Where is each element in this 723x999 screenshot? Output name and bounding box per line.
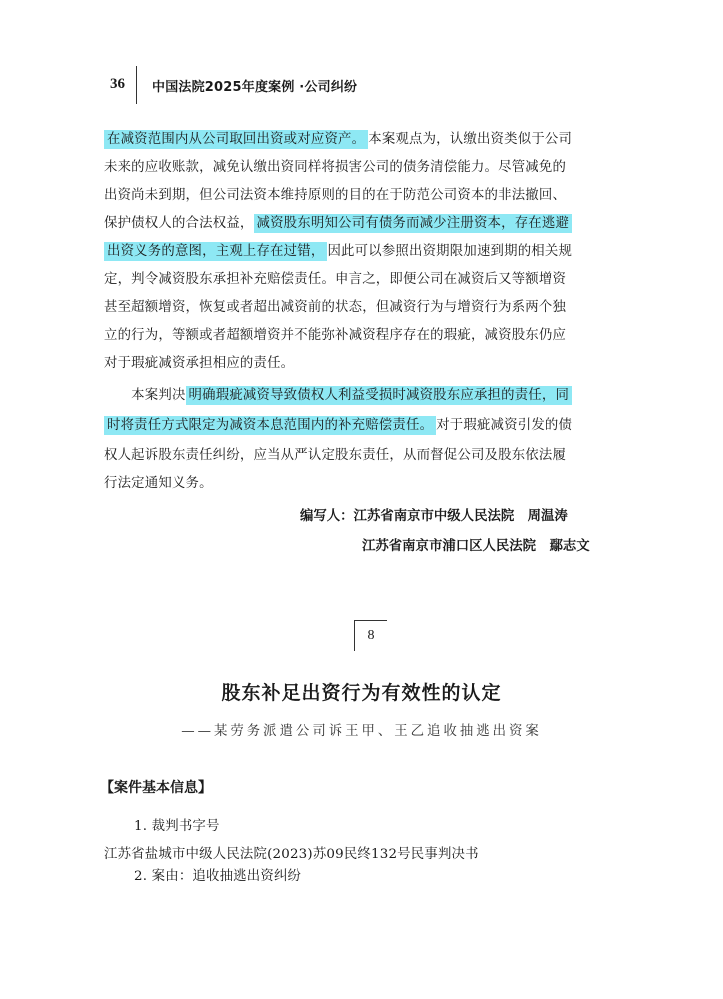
body-line-9 <box>104 352 644 376</box>
line-text: 本案判决 <box>104 388 186 403</box>
line-text: 本案观点为，认缴出资类似于公司 <box>368 132 573 147</box>
line-text: 甚至超额增资，恢复或者超出减资前的状态，但减资行为与增资行为系两个独 <box>104 300 567 315</box>
author-line-2: 江苏省南京市浦口区人民法院 鄢志文 <box>362 539 590 554</box>
header-divider <box>136 66 137 104</box>
running-header-title: 中国法院2025年度案例 ·公司纠纷 <box>152 80 358 95</box>
line-text: 保护债权人的合法权益， <box>104 216 254 231</box>
body-line-8 <box>104 324 644 348</box>
line-text: 未来的应收账款，减免认缴出资同样将损害公司的债务清偿能力。尽管减免的 <box>104 160 567 175</box>
line-text: 对于瑕疵减资引发的债 <box>436 418 573 433</box>
body-line-4 <box>104 212 644 236</box>
body-line-1 <box>104 128 644 152</box>
line-text: 对于瑕疵减资承担相应的责任。 <box>104 356 295 371</box>
body-line-5 <box>104 240 644 264</box>
highlight: 减资股东明知公司有债务而减少注册资本，存在逃避 <box>254 214 573 233</box>
body-line-7 <box>104 296 644 320</box>
highlight: 出资义务的意图，主观上存在过错， <box>104 242 327 261</box>
section-heading: 【案件基本信息】 <box>100 780 212 796</box>
line-text: 权人起诉股东责任纠纷，应当从严认定股东责任，从而督促公司及股东依法履 <box>104 448 567 463</box>
info-item-1-label: 1. 裁判书字号 <box>134 819 220 834</box>
info-item-1-value: 江苏省盐城市中级人民法院(2023)苏09民终132号民事判决书 <box>104 847 479 862</box>
body-line-11 <box>104 414 644 438</box>
line-text: 出资尚未到期，但公司法资本维持原则的目的在于防范公司资本的非法撤回、 <box>104 188 567 203</box>
line-text: 行法定通知义务。 <box>104 476 213 491</box>
page-number: 36 <box>110 76 125 92</box>
highlight: 明确瑕疵减资导致债权人利益受损时减资股东应承担的责任，同 <box>186 386 573 405</box>
case-title: 股东补足出资行为有效性的认定 <box>221 682 502 704</box>
case-number: 8 <box>354 620 387 651</box>
body-line-6 <box>104 268 644 292</box>
body-line-12 <box>104 444 644 468</box>
info-item-2: 2. 案由：追收抽逃出资纠纷 <box>134 869 302 884</box>
body-line-2 <box>104 156 644 180</box>
line-text: 因此可以参照出资期限加速到期的相关规 <box>327 244 573 259</box>
line-text: 定，判令减资股东承担补充赔偿责任。申言之，即便公司在减资后又等额增资 <box>104 272 567 287</box>
author-line-1: 编写人：江苏省南京市中级人民法院 周温涛 <box>300 509 568 524</box>
highlight: 在减资范围内从公司取回出资或对应资产。 <box>104 130 368 149</box>
highlight: 时将责任方式限定为减资本息范围内的补充赔偿责任。 <box>104 416 436 435</box>
body-line-13 <box>104 472 644 496</box>
case-subtitle: ——某劳务派遣公司诉王甲、王乙追收抽逃出资案 <box>181 724 542 739</box>
line-text: 立的行为，等额或者超额增资并不能弥补减资程序存在的瑕疵，减资股东仍应 <box>104 328 567 343</box>
body-line-3 <box>104 184 644 208</box>
body-line-10 <box>104 384 644 408</box>
